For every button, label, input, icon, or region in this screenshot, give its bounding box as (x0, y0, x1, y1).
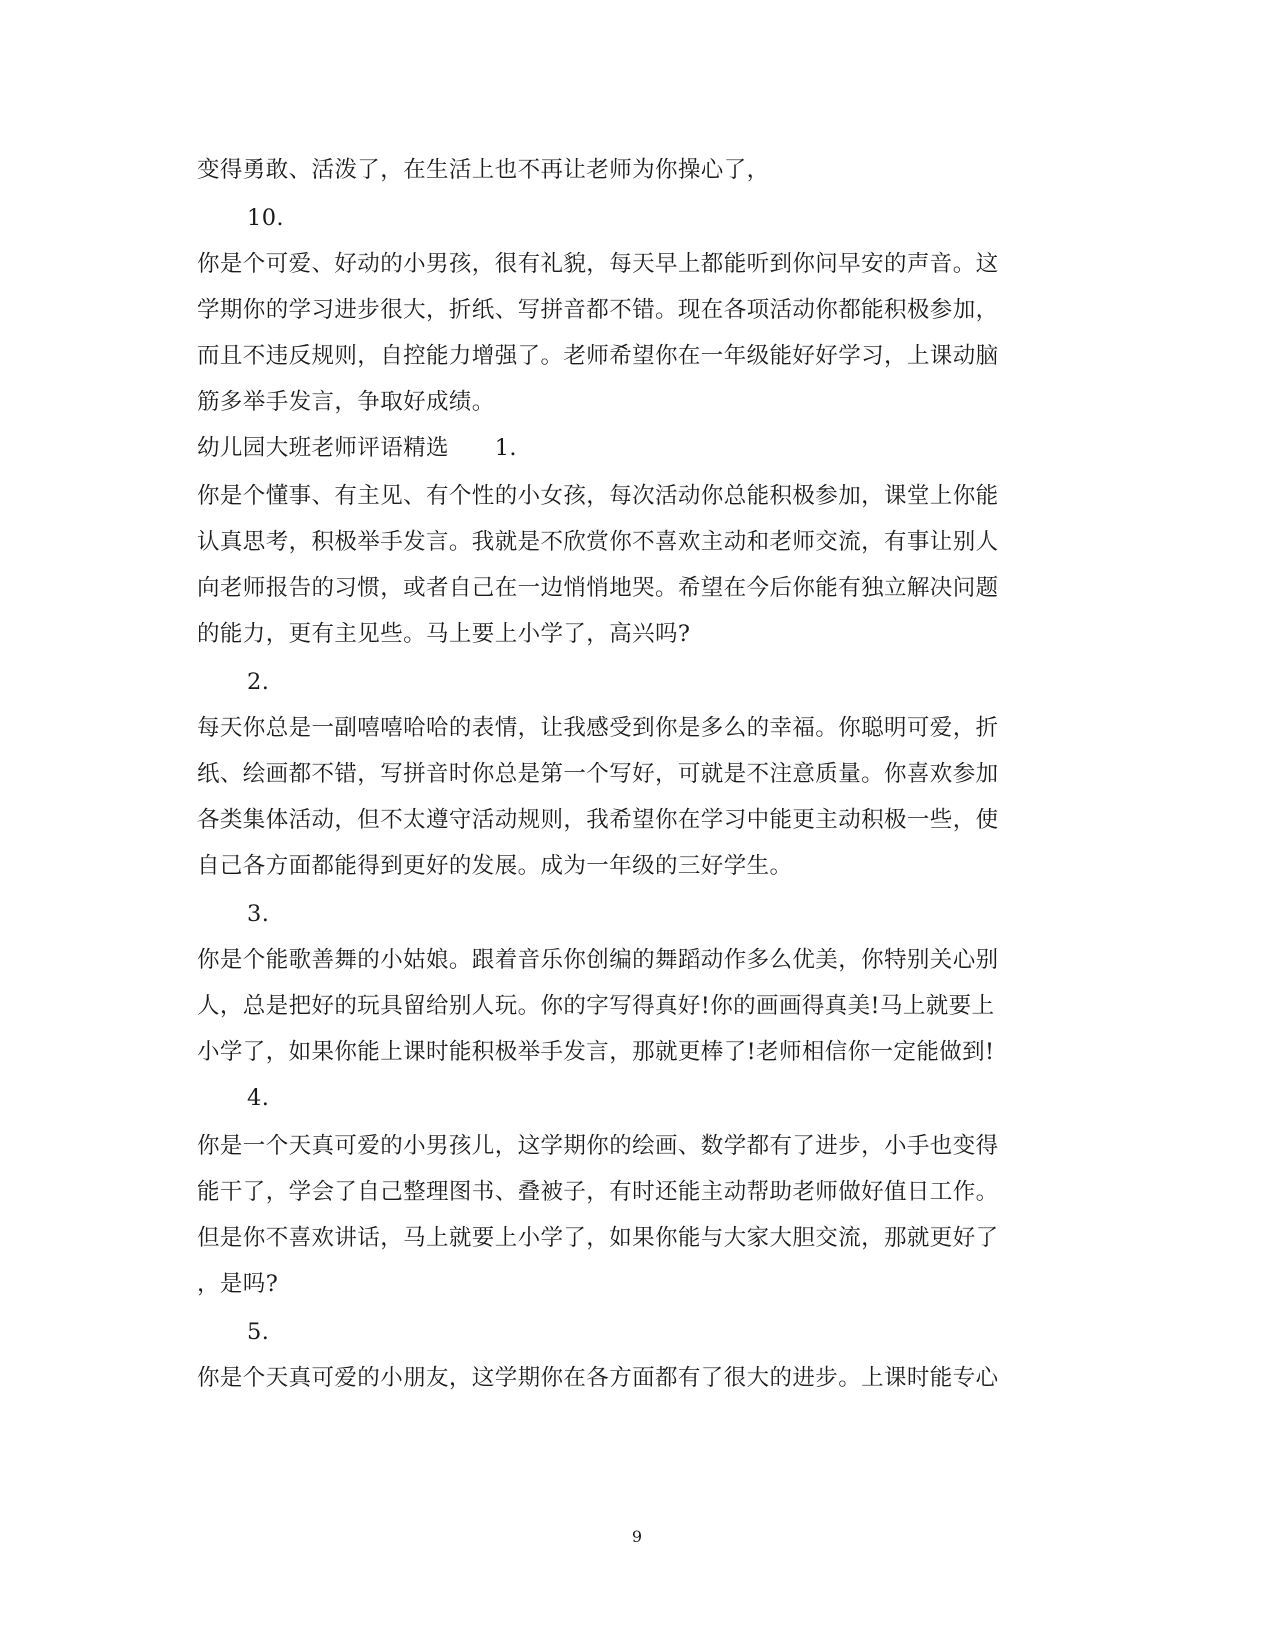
text-line: 学期你的学习进步很大，折纸、写拼音都不错。现在各项活动你都能积极参加， (197, 297, 999, 323)
item-number: 10. (247, 205, 284, 231)
text-line: 你是个能歌善舞的小姑娘。跟着音乐你创编的舞蹈动作多么优美，你特别关心别 (197, 947, 999, 973)
page-number: 9 (631, 1527, 643, 1546)
text-line: 各类集体活动，但不太遵守活动规则，我希望你在学习中能更主动积极一些，使 (197, 807, 999, 833)
text-line: 纸、绘画都不错，写拼音时你总是第一个写好，可就是不注意质量。你喜欢参加 (197, 761, 999, 787)
item-number: 3. (247, 901, 270, 927)
text-line: 小学了，如果你能上课时能积极举手发言，那就更棒了!老师相信你一定能做到! (197, 1039, 995, 1065)
text-line: 筋多举手发言，争取好成绩。 (197, 389, 495, 415)
text-line: 你是个可爱、好动的小男孩，很有礼貌，每天早上都能听到你问早安的声音。这 (197, 251, 999, 277)
text-line: 而且不违反规则，自控能力增强了。老师希望你在一年级能好好学习，上课动脑 (197, 343, 999, 369)
text-line: 每天你总是一副嘻嘻哈哈的表情，让我感受到你是多么的幸福。你聪明可爱，折 (197, 715, 999, 741)
section-heading: 幼儿园大班老师评语精选 1. (197, 435, 517, 461)
text-line: 向老师报告的习惯，或者自己在一边悄悄地哭。希望在今后你能有独立解决问题 (197, 575, 999, 601)
text-line: ，是吗? (197, 1271, 279, 1297)
text-line: 自己各方面都能得到更好的发展。成为一年级的三好学生。 (197, 853, 793, 879)
text-line: 变得勇敢、活泼了，在生活上也不再让老师为你操心了， (197, 157, 770, 183)
text-line: 你是个天真可爱的小朋友，这学期你在各方面都有了很大的进步。上课时能专心 (197, 1365, 999, 1391)
text-line: 你是个懂事、有主见、有个性的小女孩，每次活动你总能积极参加，课堂上你能 (197, 483, 999, 509)
item-number: 5. (247, 1319, 270, 1345)
text-line: 你是一个天真可爱的小男孩儿，这学期你的绘画、数学都有了进步，小手也变得 (197, 1133, 999, 1159)
text-line: 人，总是把好的玩具留给别人玩。你的字写得真好!你的画画得真美!马上就要上 (197, 993, 995, 1019)
text-line: 能干了，学会了自己整理图书、叠被子，有时还能主动帮助老师做好值日工作。 (197, 1179, 999, 1205)
text-line: 但是你不喜欢讲话，马上就要上小学了，如果你能与大家大胆交流，那就更好了 (197, 1225, 999, 1251)
item-number: 2. (247, 669, 270, 695)
text-line: 的能力，更有主见些。马上要上小学了，高兴吗? (197, 621, 691, 647)
item-number: 4. (247, 1085, 270, 1111)
text-line: 认真思考，积极举手发言。我就是不欣赏你不喜欢主动和老师交流，有事让别人 (197, 529, 999, 555)
